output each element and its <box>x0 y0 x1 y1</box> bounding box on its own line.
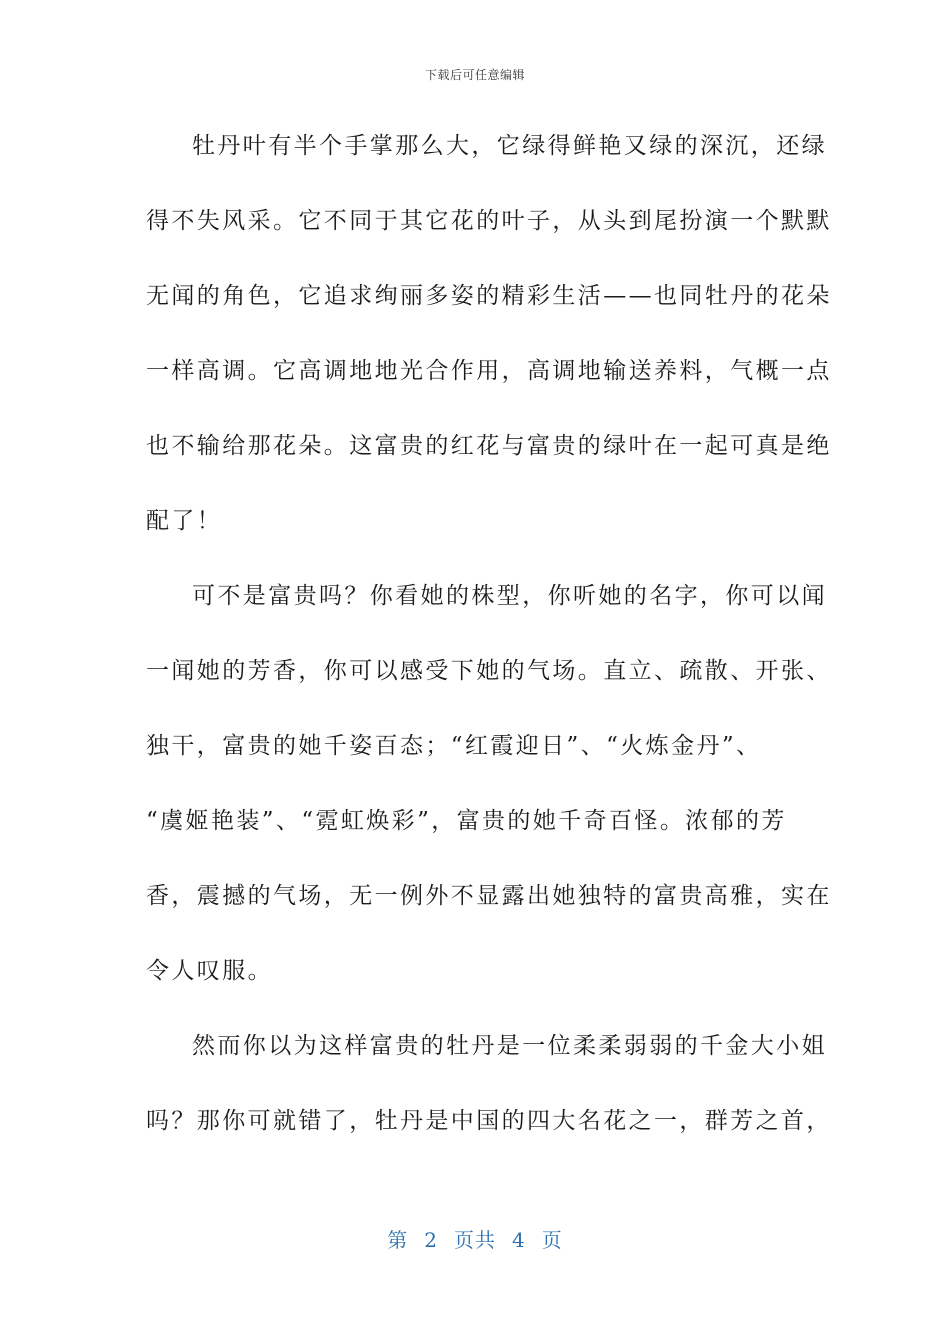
document-body <box>146 118 832 1168</box>
text-line: 一样高调。它高调地地光合作用，高调地输送养料，气概一点 <box>146 358 832 384</box>
text-line: 牡丹叶有半个手掌那么大，它绿得鲜艳又绿的深沉，还绿 <box>192 133 827 159</box>
page-label: 第 <box>387 1228 409 1252</box>
paragraph-2 <box>146 568 832 1018</box>
total-pages-number: 4 <box>512 1228 526 1252</box>
text-line: 也不输给那花朵。这富贵的红花与富贵的绿叶在一起可真是绝 <box>146 433 832 459</box>
page-footer <box>0 1224 950 1253</box>
text-line: 吗？那你可就错了，牡丹是中国的四大名花之一，群芳之首， <box>146 1108 832 1134</box>
text-line: “虞姬艳装”、“霓虹焕彩”，富贵的她千奇百怪。浓郁的芳 <box>146 808 787 834</box>
text-line: 得不失风采。它不同于其它花的叶子，从头到尾扮演一个默默 <box>146 208 832 234</box>
text-line: 配了！ <box>146 508 223 534</box>
text-line: 独干，富贵的她千姿百态；“红霞迎日”、“火炼金丹”、 <box>146 733 762 759</box>
paragraph-1 <box>146 118 832 568</box>
page-end-label: 页 <box>541 1228 563 1252</box>
current-page-number: 2 <box>424 1228 438 1252</box>
text-line: 可不是富贵吗？你看她的株型，你听她的名字，你可以闻 <box>192 583 827 609</box>
text-line: 令人叹服。 <box>146 958 273 984</box>
text-line: 香，震撼的气场，无一例外不显露出她独特的富贵高雅，实在 <box>146 883 832 909</box>
text-line: 然而你以为这样富贵的牡丹是一位柔柔弱弱的千金大小姐 <box>192 1033 827 1059</box>
page-of-label: 页共 <box>454 1228 496 1252</box>
text-line: 无闻的角色，它追求绚丽多姿的精彩生活——也同牡丹的花朵 <box>146 283 832 309</box>
paragraph-3 <box>146 1018 832 1168</box>
text-line: 一闻她的芳香，你可以感受下她的气场。直立、疏散、开张、 <box>146 658 832 684</box>
page-header: 下载后可任意编辑 <box>424 68 525 82</box>
